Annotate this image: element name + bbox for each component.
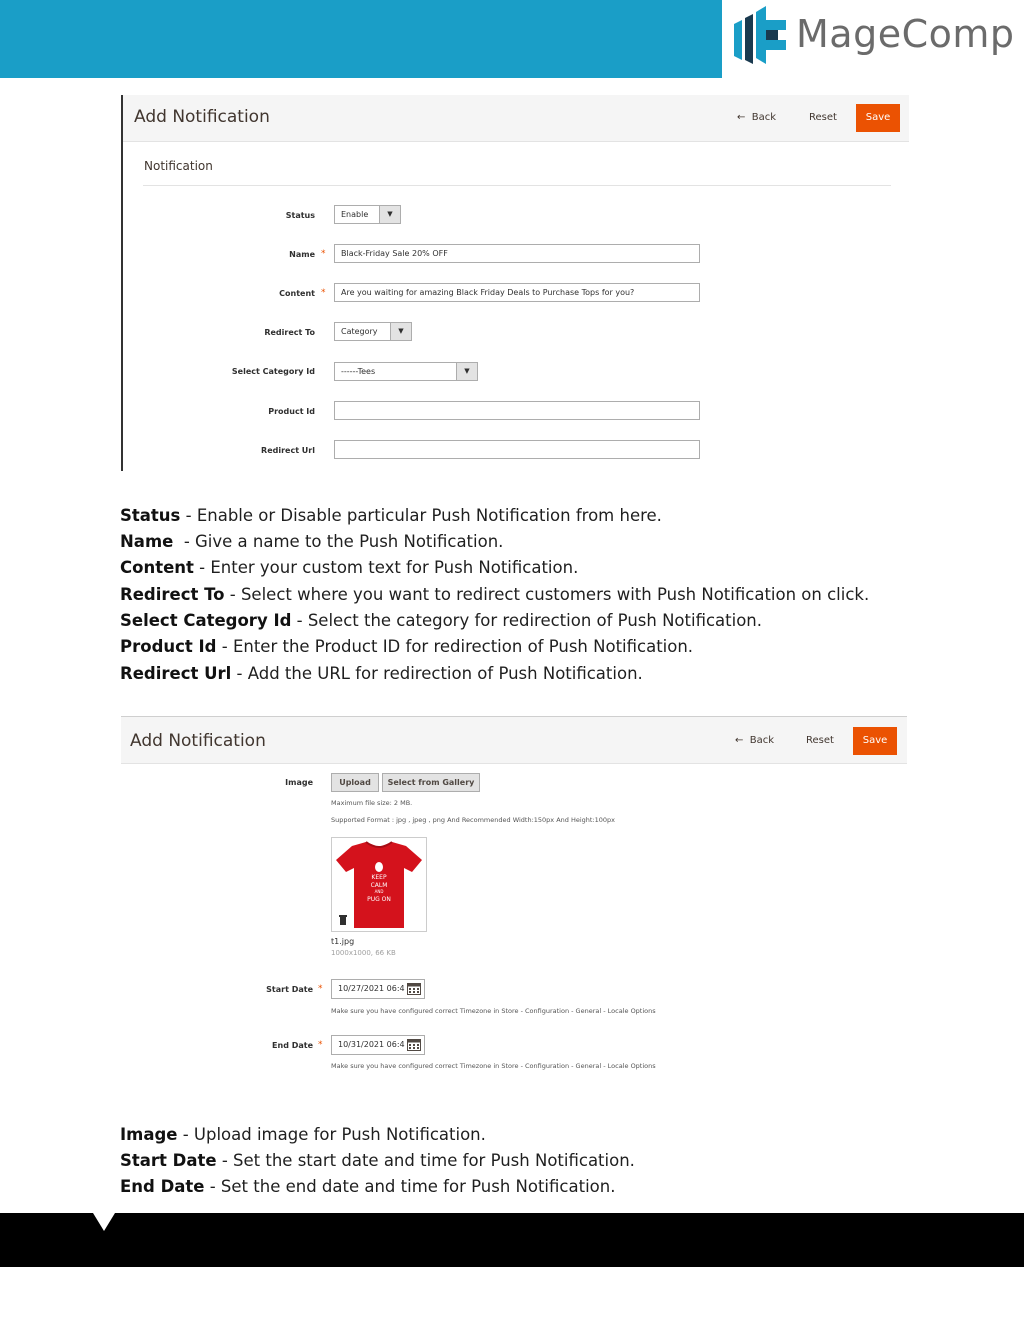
start-date-input[interactable] [331, 979, 425, 999]
page-header [121, 717, 907, 764]
chevron-down-icon: ▼ [379, 206, 400, 223]
arrow-left-icon: ← [737, 112, 746, 123]
desc-text: - Enter your custom text for Push Notification. [193, 558, 579, 577]
status-select[interactable] [334, 205, 401, 224]
max-file-size-note: Maximum file size: 2 MB. [331, 799, 413, 807]
shirt-text: PUG ON [367, 896, 391, 903]
desc-text: - Enable or Disable particular Push Notification from here. [180, 506, 662, 525]
redirect-to-value: Category [341, 327, 378, 336]
back-button[interactable] [737, 112, 776, 123]
shirt-text: CALM [370, 882, 388, 889]
status-value: Enable [341, 210, 369, 219]
content-label: Content [279, 289, 315, 298]
desc-text: - Give a name to the Push Notification. [173, 532, 504, 551]
redirect-to-select[interactable] [334, 322, 412, 341]
name-input[interactable]: Black-Friday Sale 20% OFF [334, 244, 700, 263]
content-input[interactable]: Are you waiting for amazing Black Friday Deals to Purchase Tops for you? [334, 283, 700, 302]
image-label: Image [285, 778, 313, 787]
desc-name [120, 532, 503, 551]
category-select[interactable] [334, 362, 478, 381]
desc-content [120, 558, 578, 577]
timezone-note: Make sure you have configured correct Timezone in Store - Configuration - General - Locale Options [331, 1062, 656, 1070]
desc-product-id [120, 637, 693, 656]
desc-category [120, 611, 762, 630]
end-date-input[interactable] [331, 1035, 425, 1055]
category-value: ------Tees [341, 367, 376, 376]
start-date-value: 10/27/2021 06:4 [338, 984, 405, 993]
end-date-label: End Date [272, 1041, 313, 1050]
redirect-url-input[interactable] [334, 440, 700, 459]
calendar-icon[interactable] [407, 1038, 421, 1051]
desc-end-date [120, 1177, 615, 1196]
desc-term: Start Date [120, 1151, 217, 1170]
desc-redirect-url [120, 664, 643, 683]
reset-button[interactable]: Reset [806, 735, 834, 746]
footer-notch [93, 1213, 115, 1231]
trash-icon[interactable] [338, 914, 348, 926]
product-id-label: Product Id [268, 407, 315, 416]
back-label: Back [749, 735, 775, 746]
desc-term: Select Category Id [120, 611, 292, 630]
save-button[interactable]: Save [856, 104, 900, 132]
shirt-text: AND [374, 889, 384, 894]
file-meta: 1000x1000, 66 KB [331, 949, 396, 957]
calendar-icon[interactable] [407, 982, 421, 995]
back-label: Back [751, 112, 777, 123]
magecomp-logo-icon [732, 6, 790, 64]
section-divider [143, 185, 891, 186]
desc-status [120, 506, 662, 525]
desc-term: End Date [120, 1177, 205, 1196]
add-notification-form [121, 95, 909, 471]
desc-term: Name [120, 532, 174, 551]
name-label: Name [289, 250, 315, 259]
redirect-url-label: Redirect Url [261, 446, 315, 455]
footer-bar [0, 1213, 1024, 1267]
supported-format-note: Supported Format : jpg , jpeg , png And Recommended Width:150px And Height:100px [331, 816, 616, 824]
upload-button[interactable]: Upload [331, 773, 379, 792]
desc-term: Redirect Url [120, 664, 232, 683]
desc-term: Content [120, 558, 194, 577]
redirect-to-label: Redirect To [264, 328, 315, 337]
chevron-down-icon: ▼ [390, 323, 411, 340]
page-title: Add Notification [130, 731, 266, 751]
product-id-input[interactable] [334, 401, 700, 420]
image-thumbnail[interactable] [331, 837, 427, 932]
desc-term: Product Id [120, 637, 217, 656]
required-mark: * [318, 984, 323, 994]
select-from-gallery-button[interactable]: Select from Gallery [382, 773, 480, 792]
desc-text: - Set the end date and time for Push Notification. [204, 1177, 616, 1196]
desc-text: - Set the start date and time for Push Notification. [216, 1151, 635, 1170]
page-header [123, 95, 909, 142]
chevron-down-icon: ▼ [456, 363, 477, 380]
desc-text: - Select the category for redirection of Push Notification. [291, 611, 763, 630]
start-date-label: Start Date [266, 985, 313, 994]
desc-image [120, 1125, 486, 1144]
desc-term: Redirect To [120, 585, 225, 604]
brand-name: MageComp [796, 12, 1015, 56]
required-mark: * [321, 249, 326, 259]
back-button[interactable] [735, 735, 774, 746]
desc-text: - Select where you want to redirect customers with Push Notification on click. [224, 585, 870, 604]
desc-text: - Upload image for Push Notification. [177, 1125, 486, 1144]
file-name: t1.jpg [331, 937, 355, 946]
category-label: Select Category Id [231, 367, 315, 376]
arrow-left-icon: ← [735, 735, 744, 746]
page-title: Add Notification [134, 107, 270, 127]
required-mark: * [321, 288, 326, 298]
timezone-note: Make sure you have configured correct Timezone in Store - Configuration - General - Locale Options [331, 1007, 656, 1015]
section-title: Notification [144, 159, 213, 173]
desc-text: - Add the URL for redirection of Push Notification. [231, 664, 643, 683]
desc-term: Status [120, 506, 181, 525]
desc-term: Image [120, 1125, 178, 1144]
required-mark: * [318, 1040, 323, 1050]
reset-button[interactable]: Reset [809, 112, 837, 123]
shirt-text: KEEP [371, 874, 387, 881]
desc-redirect-to [120, 585, 869, 604]
save-button[interactable]: Save [853, 727, 897, 755]
desc-text: - Enter the Product ID for redirection of Push Notification. [216, 637, 694, 656]
status-label: Status [285, 211, 315, 220]
end-date-value: 10/31/2021 06:4 [338, 1040, 405, 1049]
add-notification-image-form [121, 716, 907, 1087]
desc-start-date [120, 1151, 635, 1170]
